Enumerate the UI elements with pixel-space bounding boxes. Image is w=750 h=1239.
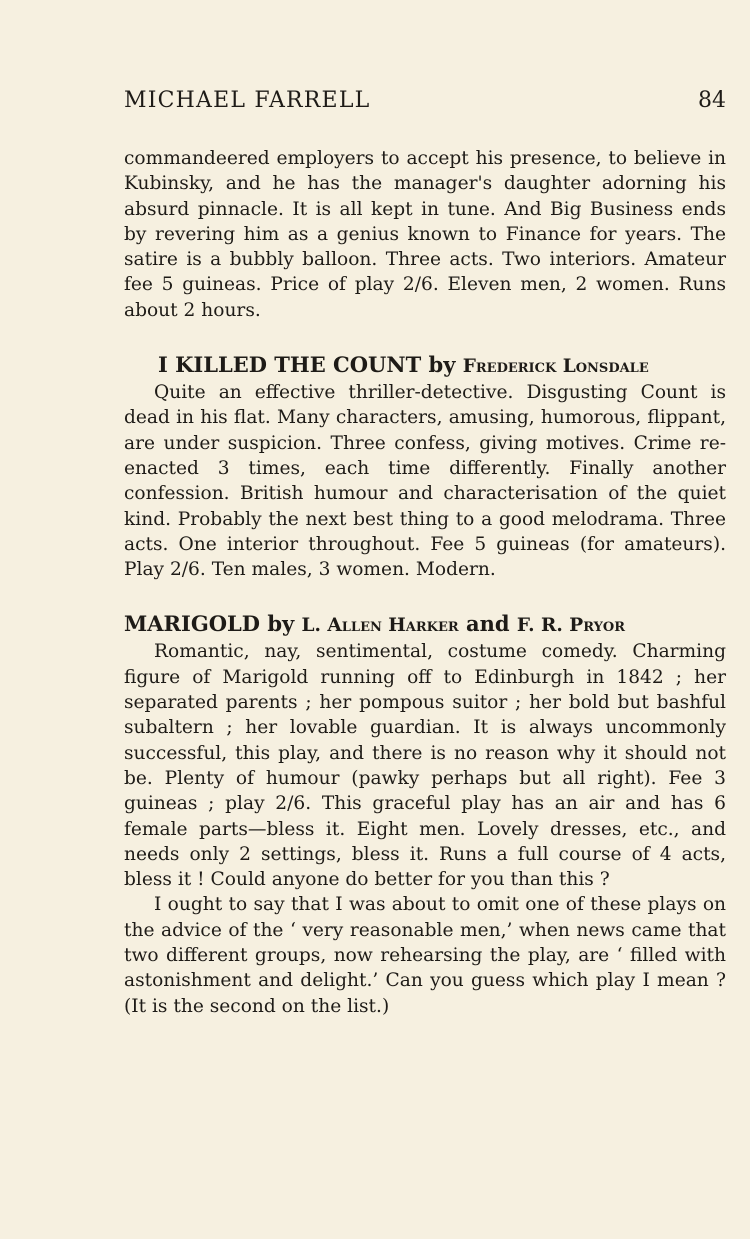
play-title: I KILLED THE COUNT	[158, 352, 422, 378]
by-word: by	[267, 611, 295, 637]
play-author: Frederick Lonsdale	[462, 356, 649, 378]
entry-title-marigold	[124, 611, 726, 639]
entry-description: Quite an effective thriller-detective. Disgusting Count is dead in his flat. Many characters, amusing, humorous, flippant, are under suspicion. Three confess, giving motives. Crime re-enacted 3 times, each time differently. Finally another confession. British humour and characterisation of the quiet kind. Probably the next best thing to a good melodrama. Three acts. One interior throughout. Fee 5 guineas (for amateurs). Play 2/6. Ten males, 3 women. Modern.	[124, 382, 726, 581]
page-number: 84	[698, 88, 726, 113]
play-author-2: F. R. Pryor	[516, 615, 626, 637]
running-head: MICHAEL FARRELL	[124, 88, 371, 113]
page-header	[124, 88, 726, 128]
entry-description: Romantic, nay, sentimental, costume comedy. Charming figure of Marigold running off to Edinburgh in 1842 ; her separated parents ; her pompous suitor ; her bold but bashful subaltern ; her lovable guardian. It is always uncommonly successful, this play, and there is no reason why it should not be. Plenty of humour (pawky perhaps but all right). Fee 3 guineas ; play 2/6. This graceful play has an air and has 6 female parts—bless it. Eight men. Lovely dresses, etc., and needs only 2 settings, bless it. Runs a full course of 4 acts, bless it ! Could anyone do better for you than this ?	[124, 641, 726, 891]
play-title: MARIGOLD	[124, 611, 261, 637]
play-author: L. Allen Harker	[301, 615, 459, 637]
page-body	[124, 146, 726, 1019]
entry-note: I ought to say that I was about to omit one of these plays on the advice of the ‘ very reasonable men,’ when news came that two different groups, now rehearsing the play, are ‘ filled with astonishment and delight.’ Can you guess which play I mean ? (It is the second on the list.)	[124, 894, 726, 1017]
and-word: and	[466, 611, 510, 637]
entry-title-i-killed-the-count	[124, 352, 726, 380]
continuation-paragraph: commandeered employers to accept his presence, to believe in Kubinsky, and he has the manager's daughter adorning his absurd pinnacle. It is all kept in tune. And Big Business ends by revering him as a genius known to Finance for years. The satire is a bubbly balloon. Three acts. Two interiors. Amateur fee 5 guineas. Price of play 2/6. Eleven men, 2 women. Runs about 2 hours.	[124, 148, 726, 321]
by-word: by	[428, 352, 456, 378]
